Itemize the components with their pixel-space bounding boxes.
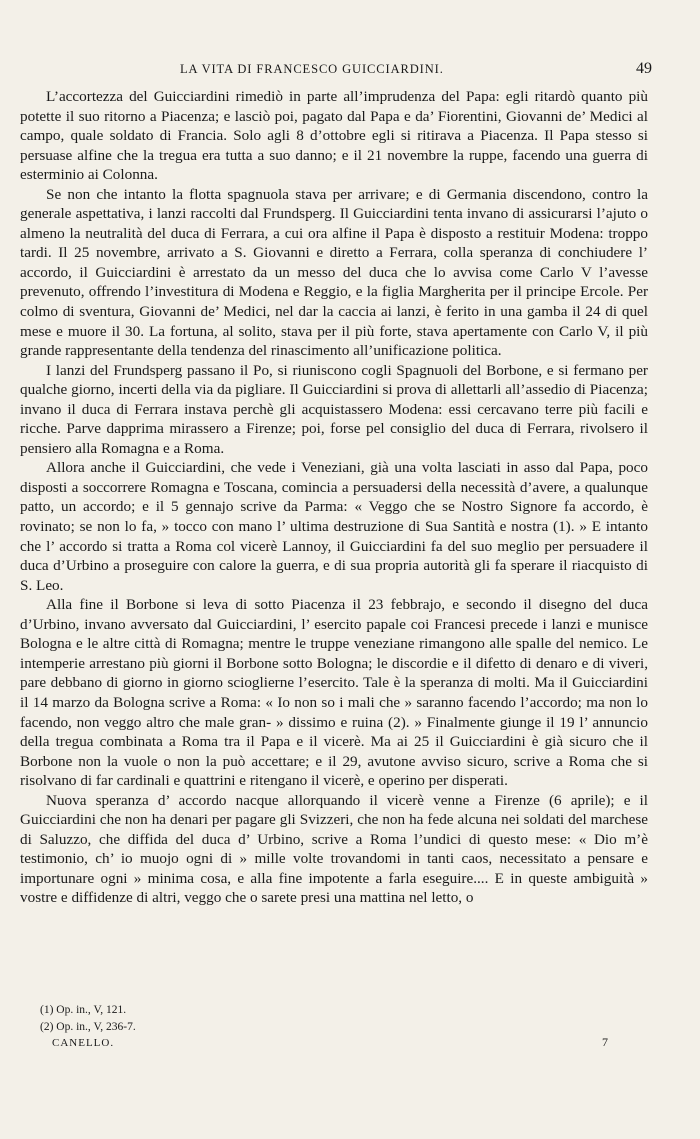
paragraph: Allora anche il Guicciardini, che vede i Veneziani, già una volta lasciati in asso dal Papa, poco disposti a soccorrere Romagna e Toscana, comincia a persuadersi della necessità d’avere, a qualunque patto, un accordo; e il 5 gennajo scrive da Parma: « Veggo che se Nostro Signore fa accordo, è rovinato; se non lo fa, » tocco con mano l’ ultima destruzione di Sua Santità e nostra (1). » E intanto che l’ accordo si tratta a Roma col vicerè Lannoy, il Guicciardini fa del suo meglio per persuadere il duca d’Urbino a proseguire con calore la guerra, e di sua propria autorità gli fa sperare il riacquisto di S. Leo. (20, 459, 648, 594)
body-text (20, 87, 648, 908)
page-header (40, 60, 652, 84)
sheet-number: 7 (602, 1035, 608, 1049)
running-title: LA VITA DI FRANCESCO GUICCIARDINI. (180, 62, 444, 76)
signature-mark: CANELLO. (52, 1037, 115, 1049)
paragraph: Se non che intanto la flotta spagnuola stava per arrivare; e di Germania discendono, contro la generale aspettativa, i lanzi raccolti dal Frundsperg. Il Guicciardini tenta invano di assicurarsi l’ajuto o almeno la neutralità del duca di Ferrara, a cui ora alfine il Papa è disposto a restituir Modena: troppo tardi. Il 25 novembre, arrivato a S. Giovanni e diretto a Ferrara, colla speranza di conchiudere l’ accordo, il Guicciardini è arrestato da un messo del duca che lo avvisa come Carlo V l’avesse prevenuto, offrendo l’investitura di Modena e Reggio, e la figlia Margherita per il principe Ercole. Per colmo di sventura, Giovanni de’ Medici, nel dar la caccia ai lanzi, è ferito in una gamba il 24 di quel mese e muore il 30. La fortuna, al solito, stava per il più forte, stava apertamente con Carlo V, il più grande rappresentante della tendenza del rinascimento all’unificazione politica. (20, 185, 648, 360)
paragraph: Alla fine il Borbone si leva di sotto Piacenza il 23 febbrajo, e secondo il disegno del duca d’Urbino, invano avversato dal Guicciardini, l’ esercito papale coi Francesi precede i lanzi e munisce Bologna e le altre città di Romagna; mentre le truppe veneziane rimangono alle spalle del nemico. Le intemperie arrestano più giorni il Borbone sotto Bologna; le discordie e il difetto di denaro e di viveri, pare debbano di giorno in giorno scioglierne l’esercito. Tale è la speranza di molti. Ma il Guicciardini il 14 marzo da Bologna scrive a Roma: « Io non so i mali che » saranno facendo l’accordo; ma non lo facendo, non veggo altro che male gran- » dissimo e ruina (2). » Finalmente giunge il 19 l’ annuncio della tregua combinata a Roma tra il Papa e il vicerè. Ma ai 25 il Guicciardini è già sicuro che il Borbone non la vuole o non la può accettare; e il 29, avutone avviso sicuro, scrive a Roma che si risolvano di far cardinali e quattrini e ritengano il vicerè, e operino per disperati. (20, 596, 648, 790)
paragraph: L’accortezza del Guicciardini rimediò in parte all’imprudenza del Papa: egli ritardò quanto più potette il suo ritorno a Piacenza; e lasciò poi, pagato dal Papa e da’ Fiorentini, Giovanni de’ Medici al campo, quale soldato di Francia. Solo agli 8 d’ottobre egli si ritirava a Piacenza. Il Papa stesso si persuase alfine che la tregua era tutta a suo danno; e il 21 novembre la ruppe, facendo una guerra di esterminio ai Colonna. (20, 88, 648, 184)
footnotes (40, 1002, 640, 1036)
paragraph: Nuova speranza d’ accordo nacque allorquando il vicerè venne a Firenze (6 aprile); e il Guicciardini che non ha denari per pagare gli Svizzeri, che non ha fede alcuna nei soldati del marchese di Saluzzo, che diffida del duca d’ Urbino, scrive a Roma l’undici di questo mese: « Dio m’è testimonio, ch’ io muojo ogni di » mille volte trovandomi in tanti caos, necessitato a pensare e importunare ogni » minima cosa, e alla fine impotente a farla eseguire.... E in queste ambiguità » vostre e diffidenze di altri, veggo che o sarete presi una mattina nel letto, o (20, 791, 648, 907)
footnote: (1) Op. in., V, 121. (40, 1004, 127, 1016)
footnote: (2) Op. in., V, 236-7. (40, 1021, 136, 1033)
page-number: 49 (636, 60, 652, 77)
paragraph: I lanzi del Frundsperg passano il Po, si riuniscono cogli Spagnuoli del Borbone, e si fermano per qualche giorno, incerti della via da pigliare. Il Guicciardini si prova di allettarli all’assedio di Piacenza; invano il duca di Ferrara instava perchè gli acquistassero Modena: essi cercavano terre più facili e ricche. Parve dapprima mirassero a Firenze; poi, forse pel consiglio del duca di Ferrara, rivolsero il pensiero alla Romagna e a Roma. (20, 361, 648, 457)
